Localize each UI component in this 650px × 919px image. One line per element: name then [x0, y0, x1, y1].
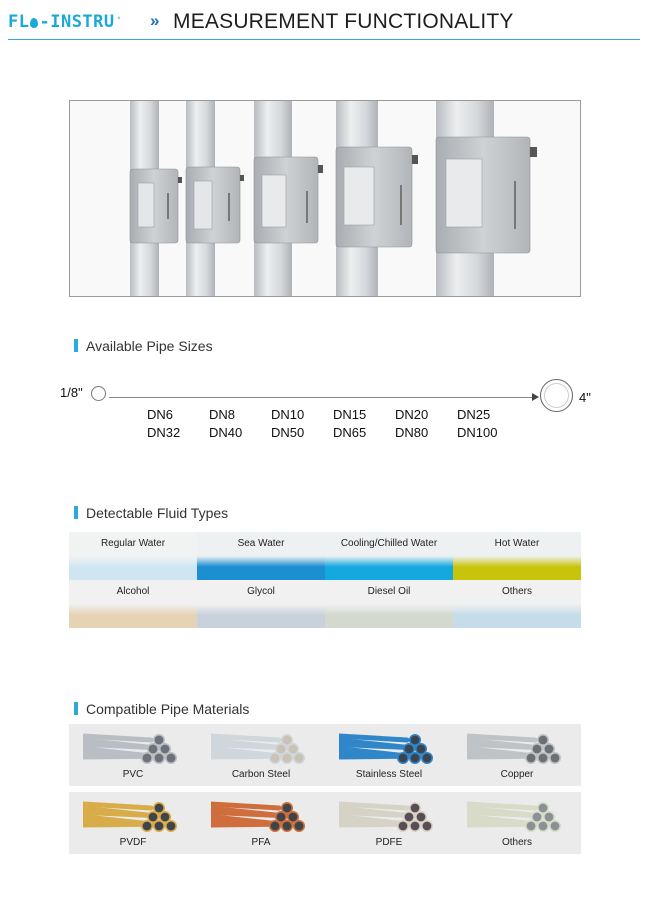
pipe-end — [282, 821, 292, 831]
large-pipe-circle-icon — [540, 379, 573, 412]
dn-size: DN80 — [395, 425, 429, 440]
pipe-sizes-heading — [74, 338, 213, 354]
pipe-end — [282, 753, 292, 763]
pipe-end — [270, 821, 280, 831]
pipe-size-range — [60, 370, 599, 450]
pipe-end — [550, 821, 560, 831]
pipe-end — [166, 821, 176, 831]
dn-size: DN40 — [209, 425, 243, 440]
dn-size: DN8 — [209, 407, 236, 422]
pipe-end — [526, 821, 536, 831]
pipe-end — [154, 821, 164, 831]
pipe-end — [526, 753, 536, 763]
fluid-tile — [69, 580, 197, 628]
pipe-end — [154, 753, 164, 763]
material-label: Others — [501, 837, 532, 848]
pipe-end — [538, 753, 548, 763]
pipe-bundle-icon — [339, 730, 439, 766]
pipe-end — [142, 821, 152, 831]
material-tile — [197, 792, 325, 854]
pipe-end — [422, 753, 432, 763]
pipe-end — [410, 821, 420, 831]
size-range-line — [109, 397, 535, 398]
dn-size: DN32 — [147, 425, 181, 440]
flow-meter-dn-large — [336, 147, 418, 247]
dn-size: DN15 — [333, 407, 367, 422]
material-tile — [69, 792, 197, 854]
pipe-materials-heading-text: Compatible Pipe Materials — [86, 701, 250, 717]
heading-accent-bar — [74, 339, 78, 352]
double-chevron-icon: » — [150, 11, 160, 30]
pipe-bundle-icon — [211, 730, 311, 766]
sparkle-icon: ✦ — [116, 13, 122, 23]
pipe-sizes-heading-text: Available Pipe Sizes — [86, 338, 213, 354]
materials-row — [69, 724, 581, 786]
fluid-tile — [453, 532, 581, 580]
pipe-materials-grid — [69, 724, 581, 860]
pipe-bundle-icon — [211, 798, 311, 834]
dn-size: DN6 — [147, 407, 174, 422]
fluid-label: Glycol — [247, 586, 275, 597]
material-label: Carbon Steel — [231, 769, 291, 780]
brand-logo: FL -INSTRU ✦ — [8, 12, 122, 32]
pipe-end — [410, 753, 420, 763]
pipe-end — [166, 753, 176, 763]
pipe-end — [294, 821, 304, 831]
dn-size: DN65 — [333, 425, 367, 440]
flow-meter-dn-medium-small — [186, 167, 244, 243]
page-title: MEASUREMENT FUNCTIONALITY — [173, 10, 514, 33]
header-divider — [8, 39, 640, 40]
pipe-end — [294, 753, 304, 763]
pipe-end — [398, 821, 408, 831]
arrow-right-icon — [532, 393, 539, 401]
dn-size: DN50 — [271, 425, 305, 440]
fluid-label: Alcohol — [116, 586, 150, 597]
max-size-label: 4" — [579, 390, 591, 405]
pipe-end — [550, 753, 560, 763]
heading-accent-bar — [74, 506, 78, 519]
pipe-bundle-icon — [83, 730, 183, 766]
small-pipe-circle-icon — [91, 386, 106, 401]
material-tile — [453, 792, 581, 854]
material-label: Copper — [500, 769, 534, 780]
pipe-bundle-icon — [83, 798, 183, 834]
pipe-bundle-icon — [467, 798, 567, 834]
flow-meter-image — [69, 100, 581, 297]
fluid-types-heading-text: Detectable Fluid Types — [86, 505, 229, 521]
fluid-label: Sea Water — [237, 538, 285, 549]
flow-meter-dn-medium — [254, 157, 323, 243]
fluid-label: Regular Water — [100, 538, 166, 549]
min-size-label: 1/8" — [60, 385, 83, 400]
dn-size: DN20 — [395, 407, 429, 422]
material-label: PDFE — [375, 837, 403, 848]
pipe-end — [270, 753, 280, 763]
pipe-bundle-icon — [339, 798, 439, 834]
page-header — [8, 8, 640, 36]
material-label: PFA — [251, 837, 271, 848]
material-tile — [197, 724, 325, 786]
fluid-types-heading — [74, 505, 228, 521]
material-label: PVDF — [119, 837, 147, 848]
material-label: Stainless Steel — [355, 769, 423, 780]
fluid-tile — [325, 532, 453, 580]
pipe-end — [398, 753, 408, 763]
pipe-materials-heading — [74, 701, 249, 717]
flow-meter-dn-xlarge — [436, 137, 537, 253]
fluid-label: Diesel Oil — [367, 586, 411, 597]
material-tile — [325, 724, 453, 786]
dn-size: DN25 — [457, 407, 491, 422]
pipe-end — [422, 821, 432, 831]
flow-meter-dn-small — [130, 169, 182, 243]
water-drop-icon — [30, 18, 38, 28]
material-tile — [453, 724, 581, 786]
pipe-bundle-icon — [467, 730, 567, 766]
fluid-types-grid — [69, 532, 581, 628]
material-tile — [69, 724, 197, 786]
material-tile — [325, 792, 453, 854]
fluid-tile — [197, 580, 325, 628]
fluid-label: Cooling/Chilled Water — [340, 538, 438, 549]
fluid-tile — [325, 580, 453, 628]
fluid-tile — [197, 532, 325, 580]
dn-size: DN100 — [457, 425, 498, 440]
material-label: PVC — [122, 769, 144, 780]
fluid-label: Hot Water — [494, 538, 540, 549]
fluid-tile — [453, 580, 581, 628]
pipe-end — [538, 821, 548, 831]
materials-row — [69, 792, 581, 854]
heading-accent-bar — [74, 702, 78, 715]
dn-size: DN10 — [271, 407, 305, 422]
dn-size-grid — [147, 407, 519, 443]
pipe-end — [142, 753, 152, 763]
fluid-label: Others — [501, 586, 532, 597]
fluid-tile — [69, 532, 197, 580]
